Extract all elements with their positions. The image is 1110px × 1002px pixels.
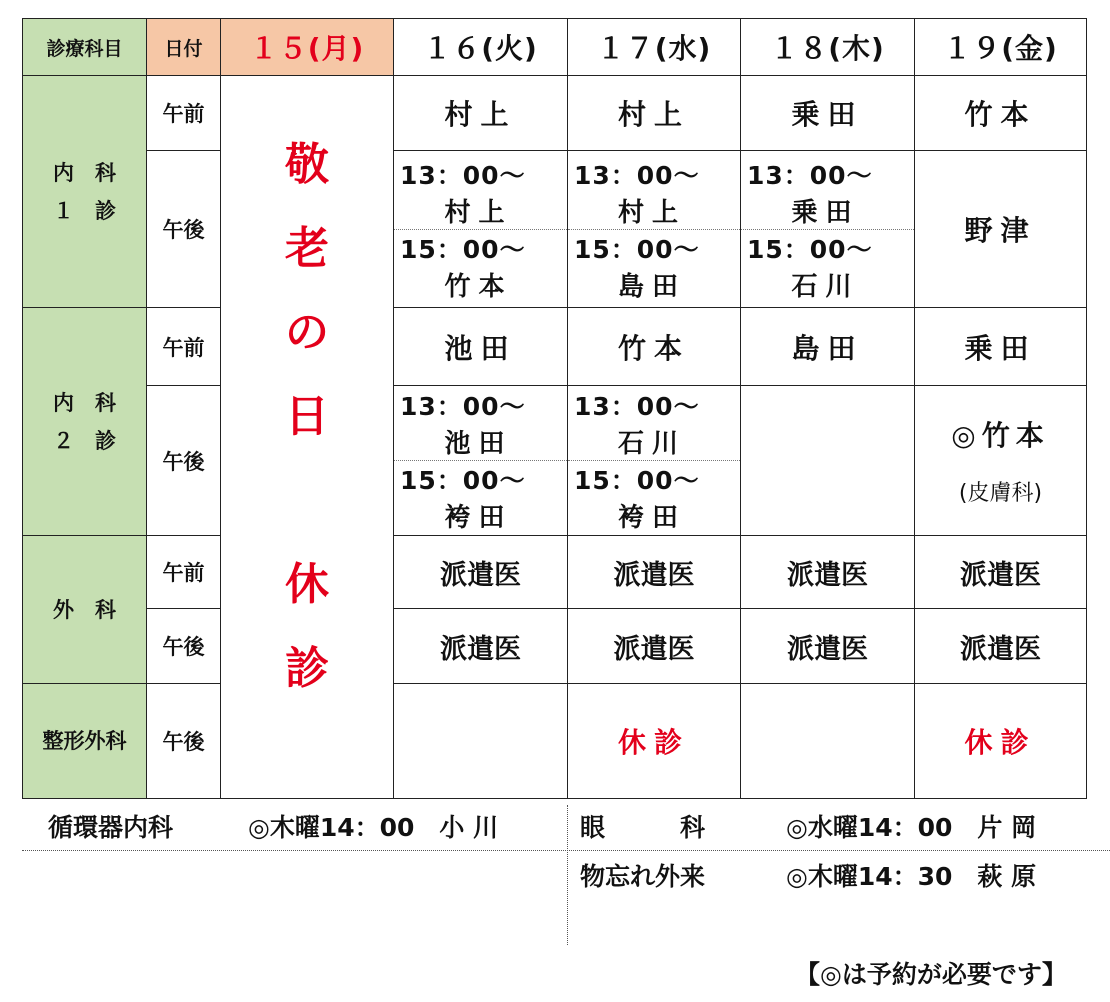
cell-geka-am-thu: 派遣医 — [741, 536, 915, 609]
day-header-thu: １８(木) — [741, 19, 915, 76]
cell-seikei-pm-tue — [394, 684, 568, 799]
dept-seikei: 整形外科 — [23, 684, 147, 799]
day-header-wed: １７(水) — [568, 19, 741, 76]
dept-naika1: 内 科 １ 診 — [23, 76, 147, 308]
cell-geka-pm-wed: 派遣医 — [568, 609, 741, 684]
day-header-tue: １６(火) — [394, 19, 568, 76]
holiday-cell: 敬 老 の 日 休 診 — [221, 76, 394, 799]
eye-value: ◎水曜14：00 片 岡 — [786, 813, 1037, 842]
cell-geka-pm-tue: 派遣医 — [394, 609, 568, 684]
period-am: 午前 — [147, 536, 221, 609]
period-pm: 午後 — [147, 609, 221, 684]
cell-n2-am-fri: 乗田 — [915, 308, 1087, 386]
day-header-mon: １５(月) — [221, 19, 394, 76]
cell-n2-pm-tue: 13：00～ 池田 15：00～ 袴田 — [394, 386, 568, 536]
cardio-label: 循環器内科 — [48, 813, 174, 842]
dept-geka: 外 科 — [23, 536, 147, 684]
notes-divider-horizontal — [22, 850, 1110, 851]
cell-n1-pm-thu: 13：00～ 乗田 15：00～ 石川 — [741, 151, 915, 308]
cell-n1-am-fri: 竹本 — [915, 76, 1087, 151]
cell-seikei-pm-thu — [741, 684, 915, 799]
memory-clinic-value: ◎木曜14：30 萩 原 — [786, 862, 1037, 891]
cell-n1-am-thu: 乗田 — [741, 76, 915, 151]
cell-n1-pm-fri: 野津 — [915, 151, 1087, 308]
cell-n1-am-tue: 村上 — [394, 76, 568, 151]
cell-seikei-pm-fri: 休診 — [915, 684, 1087, 799]
period-pm: 午後 — [147, 684, 221, 799]
notes-divider-vertical — [567, 805, 568, 945]
cell-n1-pm-wed: 13：00～ 村上 15：00～ 島田 — [568, 151, 741, 308]
cell-n1-pm-tue: 13：00～ 村上 15：00～ 竹本 — [394, 151, 568, 308]
cell-geka-am-fri: 派遣医 — [915, 536, 1087, 609]
dept-naika2: 内 科 ２ 診 — [23, 308, 147, 536]
period-am: 午前 — [147, 308, 221, 386]
cell-n1-am-wed: 村上 — [568, 76, 741, 151]
memory-clinic-label: 物忘れ外来 — [580, 862, 706, 891]
cell-n2-am-tue: 池田 — [394, 308, 568, 386]
cell-geka-am-wed: 派遣医 — [568, 536, 741, 609]
date-header: 日付 — [147, 19, 221, 76]
cell-n2-pm-fri: ◎竹本 (皮膚科) — [915, 386, 1087, 536]
cell-geka-pm-fri: 派遣医 — [915, 609, 1087, 684]
reservation-note: 【◎は予約が必要です】 — [795, 960, 1067, 989]
eye-label: 眼 科 — [580, 813, 706, 842]
cell-geka-am-tue: 派遣医 — [394, 536, 568, 609]
cell-seikei-pm-wed: 休診 — [568, 684, 741, 799]
cell-geka-pm-thu: 派遣医 — [741, 609, 915, 684]
period-am: 午前 — [147, 76, 221, 151]
cell-n2-pm-thu — [741, 386, 915, 536]
cell-n2-am-thu: 島田 — [741, 308, 915, 386]
cell-n2-pm-wed: 13：00～ 石川 15：00～ 袴田 — [568, 386, 741, 536]
dept-header: 診療科目 — [23, 19, 147, 76]
day-header-fri: １９(金) — [915, 19, 1087, 76]
period-pm: 午後 — [147, 386, 221, 536]
cardio-value: ◎木曜14：00 小 川 — [248, 813, 499, 842]
cell-n2-am-wed: 竹本 — [568, 308, 741, 386]
schedule-table — [22, 18, 1087, 799]
period-pm: 午後 — [147, 151, 221, 308]
